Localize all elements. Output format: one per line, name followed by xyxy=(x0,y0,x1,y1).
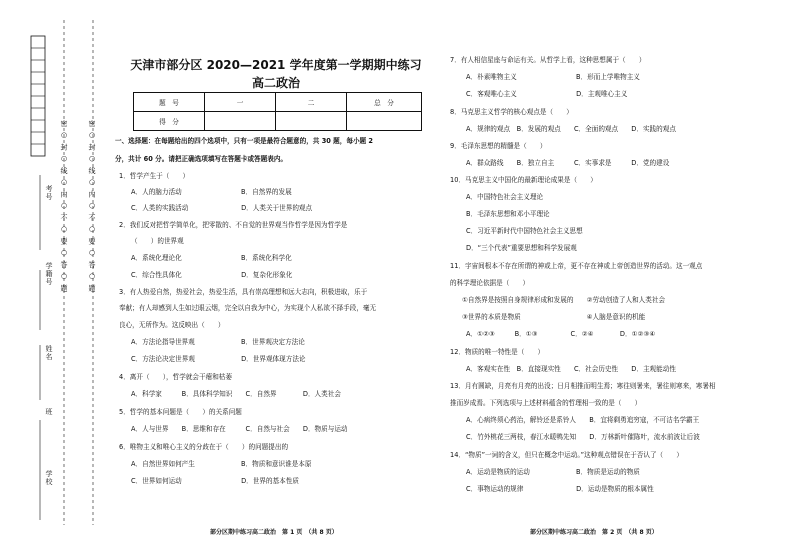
score-table-cell: 一 xyxy=(205,93,276,112)
score-table-cell: 题 号 xyxy=(134,93,205,112)
score-table-cell xyxy=(205,112,276,131)
question-line: 2．我们反对把哲学简单化，把零散的、不自觉的世界观当作哲学是因为哲学是 xyxy=(119,221,348,229)
question-line: C．人类的实践活动 D．人类关于世界的观点 xyxy=(131,204,313,212)
binding-margin xyxy=(0,0,105,547)
field-class-no: 学籍号 xyxy=(45,262,53,286)
question-line: 8．马克思主义哲学的核心观点是（ ） xyxy=(450,108,573,116)
question-line: （ ）的世界观 xyxy=(131,237,184,245)
question-line: 3．有人热爱自然，热爱社会，热爱生活，具有崇高理想和远大志向，积极进取，乐于 xyxy=(119,288,368,296)
question-line: A．规律的观点 B．发展的观点 C．全面的观点 D．实践的观点 xyxy=(466,125,676,133)
question-line: 12．物质的唯一特性是（ ） xyxy=(450,348,545,356)
question-line: ③世界的本质是物质 ④人脑是意识的机能 xyxy=(462,313,646,321)
question-line: 良心，无所作为。这反映出（ ） xyxy=(119,321,225,329)
question-line: 奉献；有人却感到人生如过眼云烟，完全以自我为中心，为实现个人私欲不择手段，毫无 xyxy=(119,304,377,312)
question-line: ①自然界是按照自身规律形成和发展的 ②劳动创造了人和人类社会 xyxy=(462,296,666,304)
question-line: C．习近平新时代中国特色社会主义思想 xyxy=(466,227,583,235)
question-line: A．群众路线 B．独立自主 C．实事求是 D．党的建设 xyxy=(466,159,670,167)
question-line: 7．有人相信星座与命运有关。从哲学上看，这种思想属于（ ） xyxy=(450,56,646,64)
field-school: 学校 xyxy=(45,470,53,486)
score-table-cell xyxy=(276,112,347,131)
question-line: A．科学家 B．具体科学知识 C．自然界 D．人类社会 xyxy=(131,390,341,398)
question-line: C．综合性具体化 D．复杂化形象化 xyxy=(131,271,293,279)
field-exam-no: 考号 xyxy=(45,185,53,201)
page-footer-left: 部分区期中练习高二政治 第 1 页 （共 8 页） xyxy=(210,529,338,536)
question-line: 11．宇宙间根本不存在所谓的神或上帝，更不存在神或上帝创造世界的活动。这一观点 xyxy=(450,262,703,270)
question-line: 9．毛泽东思想的精髓是（ ） xyxy=(450,142,547,150)
question-line: 13．月有圆缺，月亮有月亮的出没；日月相推而明生焉；寒往则暑来，暑往则寒来，寒暑相 xyxy=(450,382,716,390)
question-line: A．人与世界 B．思维和存在 C．自然与社会 D．物质与运动 xyxy=(131,425,348,433)
field-class: 班 xyxy=(45,408,53,416)
question-line: A．自然世界如何产生 B．物质和意识谁是本原 xyxy=(131,460,312,468)
question-line: A．系统化理论化 B．系统化科学化 xyxy=(131,254,292,262)
question-line: 推而岁成焉。下列选项与上述材料蕴含的哲理相一致的是（ ） xyxy=(450,399,642,407)
question-line: A．运动是物质的运动 B．物质是运动的物质 xyxy=(466,468,640,476)
question-line: D．“三个代表”重要思想和科学发展观 xyxy=(466,244,577,252)
cut-line-text-2: 密 ○ 封 ○ 线 ○ 内 ○ 不 ○ 要 ○ 答 ○ 题 xyxy=(88,120,96,293)
question-line: A．人的脑力活动 B．自然界的发展 xyxy=(131,188,292,196)
question-line: 6．唯物主义和唯心主义的分歧在于（ ）的问题提出的 xyxy=(119,443,289,451)
question-line: 10．马克思主义中国化的最新理论成果是（ ） xyxy=(450,176,597,184)
question-line: A．方法论指导世界观 B．世界观决定方法论 xyxy=(131,338,305,346)
question-line: A．中国特色社会主义理论 xyxy=(466,193,544,201)
question-line: B．毛泽东思想和邓小平理论 xyxy=(466,210,550,218)
question-line: C．客观唯心主义 D．主观唯心主义 xyxy=(466,90,628,98)
question-line: A．①②③ B．①③ C．②④ D．①②③④ xyxy=(466,330,656,338)
score-table xyxy=(133,92,422,131)
score-table-cell: 总 分 xyxy=(347,93,422,112)
section-intro: 一、选择题：在每题给出的四个选项中，只有一项是最符合题意的，共 30 题，每小题 2 xyxy=(115,137,374,145)
question-line: A．朴素唯物主义 B．形而上学唯物主义 xyxy=(466,73,640,81)
page-subtitle: 高二政治 xyxy=(251,76,300,90)
score-table-cell xyxy=(347,112,422,131)
question-line: 的科学理论依据是（ ） xyxy=(450,279,530,287)
question-line: A．客观实在性 B．直接现实性 C．社会历史性 D．主观能动性 xyxy=(466,365,676,373)
question-line: 4．离开（ ），哲学就会干瘪和枯萎 xyxy=(119,373,232,381)
page-footer-right: 部分区期中练习高二政治 第 2 页 （共 8 页） xyxy=(530,529,658,536)
question-line: 5．哲学的基本问题是（ ）的关系问题 xyxy=(119,408,242,416)
field-name: 姓名 xyxy=(45,345,53,361)
question-line: 14．“物质”一词的含义，但只在概念中运动。”这种观点错误在于否认了（ ） xyxy=(450,451,683,459)
question-line: C．方法论决定世界观 D．世界观体现方法论 xyxy=(131,355,306,363)
question-line: 1．哲学产生于（ ） xyxy=(119,172,190,180)
score-table-cell: 得 分 xyxy=(134,112,205,131)
question-line: C．世界如何运动 D．世界的基本性质 xyxy=(131,477,299,485)
question-line: C．事物运动的规律 D．运动是物质的根本属性 xyxy=(466,485,654,493)
question-line: C．竹外桃花三两枝，春江水暖鸭先知 D．万林新叶催陈叶，流水前波让后波 xyxy=(466,433,700,441)
page-title: 天津市部分区 2020—2021 学年度第一学期期中练习 xyxy=(130,58,422,72)
section-intro: 分，共计 60 分。请把正确选项填写在答题卡或答题表内。 xyxy=(115,155,288,163)
score-table-cell: 二 xyxy=(276,93,347,112)
question-line: A．心病终须心药治，解铃还是系铃人 B．宜将剩勇追穷寇，不可沽名学霸王 xyxy=(466,416,700,424)
cut-line-text: 密 ○ 封 ○ 线 ○ 内 ○ 不 ○ 要 ○ 答 ○ 题 xyxy=(60,120,68,293)
